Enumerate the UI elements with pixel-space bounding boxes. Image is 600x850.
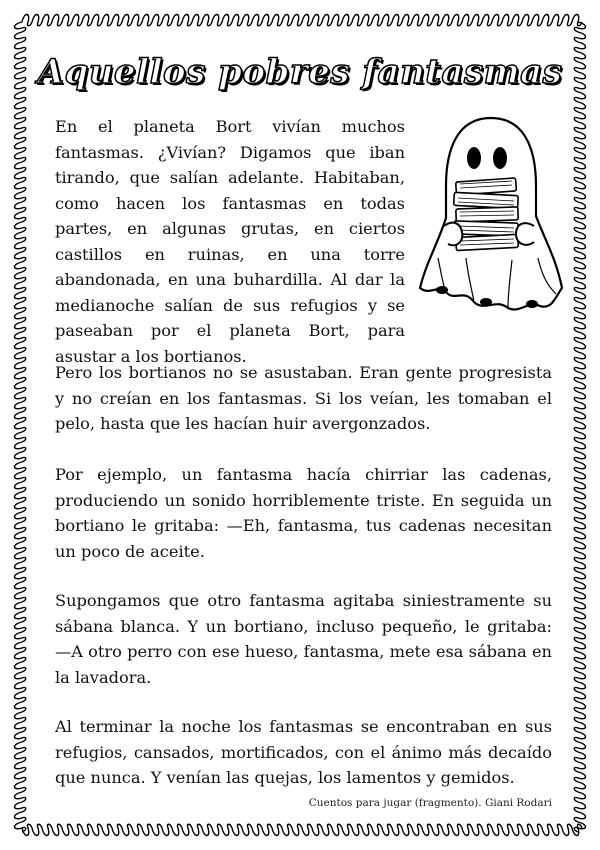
border-right-loops [574, 22, 585, 832]
paragraph-1: En el planeta Bort vivían muchos fantasmas. ¿Vivían? Digamos que iban tirando, que salían adelante. Habitaban, como hacen los fantasmas en todas partes, en algunas grutas, en ciertos castillos en ruinas, en una torre abandonada, en una buhardilla. Al dar la medianoche salían de sus refugios y se paseaban por el planeta Bort, para asustar a los bortianos. [55, 117, 405, 366]
border-left-loops [15, 22, 26, 832]
paragraph-3: Por ejemplo, un fantasma hacía chirriar las cadenas, produciendo un sonido horriblemente triste. En seguida un bortiano le gritaba: —Eh, fantasma, tus cadenas necesitan un poco de aceite. [55, 465, 552, 561]
source-credit: Cuentos para jugar (fragmento). Giani Rodari [308, 797, 552, 809]
paragraph-4: Supongamos que otro fantasma agitaba siniestramente su sábana blanca. Y un bortiano, incluso pequeño, le gritaba: —A otro perro con ese hueso, fantasma, mete esa sábana en la lavadora. [55, 591, 552, 687]
ghost-with-books-icon [416, 108, 566, 318]
border-bottom-loops [22, 824, 582, 835]
border-top-loops [22, 15, 582, 26]
paragraph-2: Pero los bortianos no se asustaban. Eran gente progresista y no creían en los fantasmas. Si los veían, les tomaban el pelo, hasta que les hacían huir avergonzados. [55, 363, 552, 433]
paragraph-5: Al terminar la noche los fantasmas se encontraban en sus refugios, cansados, mortificados, con el ánimo más decaído que nunca. Y venían las quejas, los lamentos y gemidos. [55, 717, 552, 787]
page-title: Aquellos pobres fantasmas [37, 52, 563, 92]
